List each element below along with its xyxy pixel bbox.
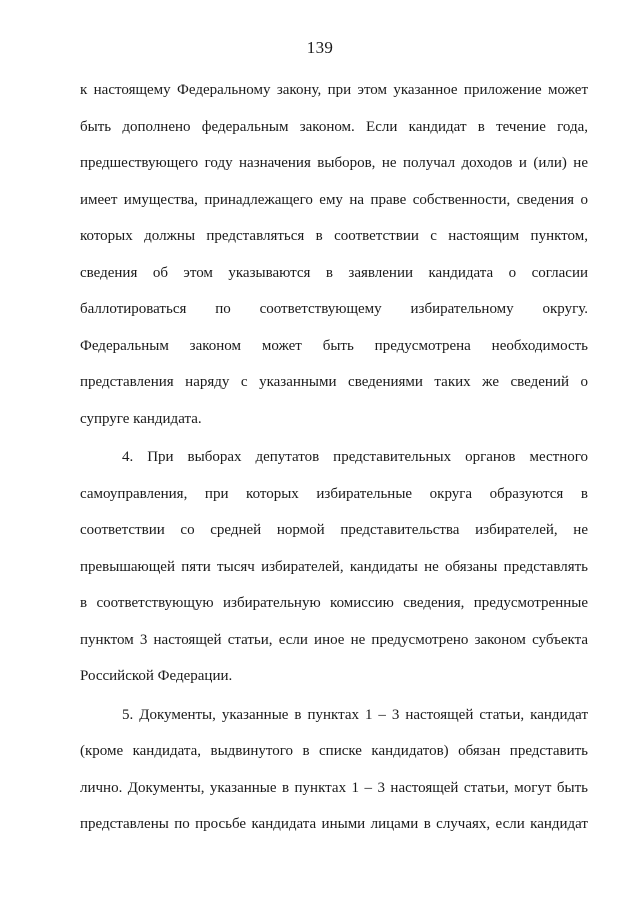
text-line: 4. При выборах депутатов представительных органов местного: [122, 449, 588, 465]
text-line: сведения об этом указываются в заявлении кандидата о согласии: [80, 264, 588, 281]
text-line: которых должны представляться в соответствии с настоящим пунктом,: [80, 228, 588, 244]
text-line: баллотироваться по соответствующему избирательному округу.: [80, 301, 588, 317]
text-line: превышающей пяти тысяч избирателей, кандидаты не обязаны представлять: [80, 558, 588, 575]
paragraph-item-5: [80, 697, 588, 843]
text-line: представления наряду с указанными сведениями таких же сведений о: [80, 374, 588, 390]
text-line: имеет имущества, принадлежащего ему на праве собственности, сведения о: [80, 191, 588, 208]
text-line: (кроме кандидата, выдвинутого в списке кандидатов) обязан представить: [80, 743, 588, 759]
text-line: супруге кандидата.: [80, 410, 202, 427]
document-body: [80, 72, 588, 843]
text-line: пунктом 3 настоящей статьи, если иное не предусмотрено законом субъекта: [80, 631, 588, 648]
text-line: лично. Документы, указанные в пунктах 1 – 3 настоящей статьи, могут быть: [80, 779, 588, 796]
page-number: 139: [306, 38, 334, 57]
text-line: 5. Документы, указанные в пунктах 1 – 3 настоящей статьи, кандидат: [122, 706, 588, 723]
paragraph-item-4: [80, 439, 588, 695]
text-line: самоуправления, при которых избирательные округа образуются в: [80, 485, 588, 502]
text-line: быть дополнено федеральным законом. Если кандидат в течение года,: [80, 118, 588, 135]
paragraph-item-3-continuation: [80, 72, 588, 437]
text-line: представлены по просьбе кандидата иными лицами в случаях, если кандидат: [80, 816, 588, 832]
text-line: Российской Федерации.: [80, 668, 233, 684]
text-line: к настоящему Федеральному закону, при этом указанное приложение может: [80, 82, 588, 98]
text-line: Федеральным законом может быть предусмотрена необходимость: [80, 337, 588, 354]
text-line: предшествующего году назначения выборов, не получал доходов и (или) не: [80, 155, 588, 171]
text-line: соответствии со средней нормой представительства избирателей, не: [80, 522, 588, 538]
text-line: в соответствующую избирательную комиссию сведения, предусмотренные: [80, 595, 588, 611]
